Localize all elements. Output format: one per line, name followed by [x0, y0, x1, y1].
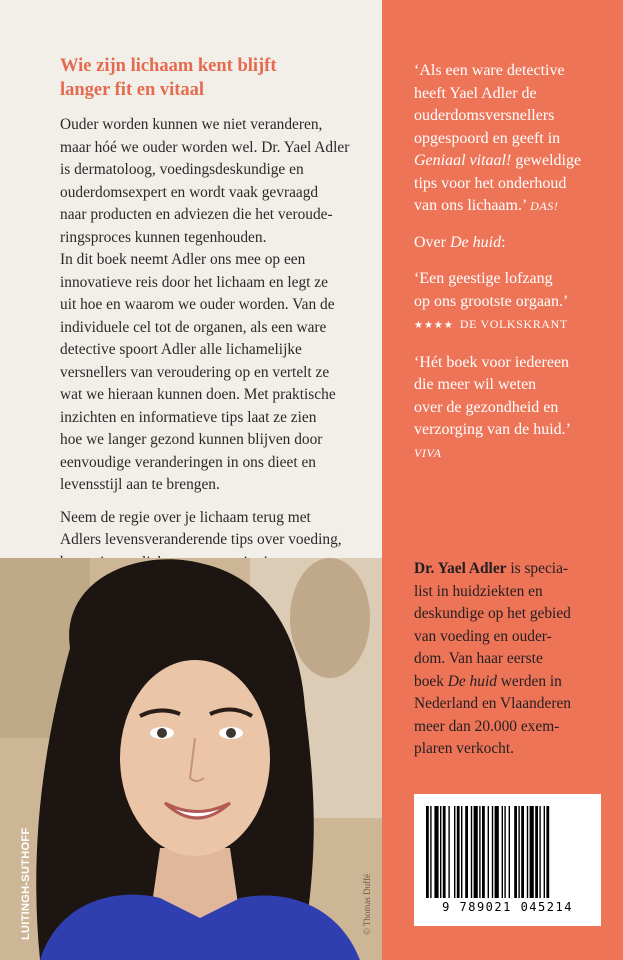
blurb-line: uit hoe en waarom we ouder worden. Van de [60, 296, 335, 313]
over-de-huid [414, 232, 614, 255]
author-name: Dr. Yael Adler [414, 560, 507, 577]
barcode-bar [426, 806, 429, 898]
barcode-bar [482, 806, 485, 898]
blurb-line: maar hóé we ouder worden wel. Dr. Yael Adler [60, 138, 350, 156]
quote-source: DAS! [530, 199, 559, 213]
barcode-bars [422, 806, 592, 901]
barcode-bar [440, 806, 441, 898]
quote-viva [414, 352, 614, 465]
over-colon: : [501, 233, 506, 251]
barcode-bar [509, 806, 510, 898]
barcode-bar [502, 806, 503, 898]
blurb-line: Neem de regie over je lichaam terug met [60, 508, 311, 526]
quote-source-line [414, 313, 614, 338]
quote-last-line: van ons lichaam.’ [414, 197, 527, 214]
barcode-bar [457, 806, 460, 898]
book-title-de-huid: De huid [447, 672, 497, 690]
barcode-bar [546, 806, 549, 898]
quote-line: op ons grootste orgaan.’ [414, 292, 569, 310]
bio-book-after: werden in [496, 672, 562, 690]
barcode-bar [527, 806, 528, 898]
barcode-bar [514, 806, 517, 898]
bio-line: meer dan 20.000 exem- [414, 717, 560, 735]
barcode-bar [471, 806, 472, 898]
quote-line: ‘Hét boek voor iedereen [414, 353, 570, 371]
quote-source-line [414, 442, 614, 465]
quote-volkskrant [414, 268, 614, 338]
quote-source: DE VOLKSKRANT [459, 317, 568, 331]
photo-credit: © Thomas Duffé [362, 874, 372, 935]
bio-line: Nederland en Vlaanderen [414, 695, 571, 712]
barcode-bar [518, 806, 519, 898]
barcode-bar [539, 806, 540, 898]
barcode-bar [521, 806, 524, 898]
barcode-bar [474, 806, 478, 898]
author-bio [414, 558, 614, 761]
barcode-bar [443, 806, 446, 898]
quote-line: ouderdomsversnellers [414, 107, 555, 124]
blurb-line: levensstijl aan te brengen. [60, 476, 220, 493]
quote-line: tips voor het onderhoud [414, 174, 567, 192]
blurb-line: innovatieve reis door het lichaam en legt ze [60, 273, 328, 291]
quote-line: heeft Yael Adler de [414, 84, 537, 102]
barcode-bar [535, 806, 538, 898]
blurb-line: versnellers van veroudering op en vertelt ze [60, 363, 330, 381]
bio-line: dom. Van haar eerste [414, 650, 543, 667]
quote-line: die meer wil weten [414, 376, 537, 393]
barcode-bar [465, 806, 468, 898]
barcode-bar [430, 806, 431, 898]
barcode-bar [488, 806, 489, 898]
quote-line-rest: geweldige [511, 152, 582, 169]
blurb-paragraph-1 [60, 114, 380, 497]
publisher-logo: LUITINGH-SUTHOFF [20, 827, 32, 940]
blurb-line: inzichten en informatieve tips laat ze zien [60, 408, 317, 426]
book-title-geniaal-vitaal: Geniaal vitaal! [414, 152, 512, 169]
quote-line [414, 195, 614, 218]
headline-line-1: Wie zijn lichaam kent blijft [60, 56, 277, 76]
over-label: Over [414, 233, 450, 251]
barcode-bar [454, 806, 455, 898]
barcode-bar [530, 806, 534, 898]
quote-line [414, 150, 614, 173]
bio-line: plaren verkocht. [414, 740, 514, 757]
headline-line-2: langer fit en vitaal [60, 80, 205, 100]
bio-line: deskundige op het gebied [414, 605, 571, 622]
blurb-text [60, 114, 380, 574]
author-portrait-illustration [0, 558, 382, 960]
quote-line: over de gezondheid en [414, 398, 559, 416]
blurb-line: detective spoort Adler alle lichamelijke [60, 341, 302, 358]
blurb-line: In dit boek neemt Adler ons mee op een [60, 251, 306, 268]
blurb-line: ouderdomsexpert en wordt vaak gevraagd [60, 183, 319, 201]
star-rating: ★★★★ [414, 320, 454, 331]
headline [60, 54, 370, 102]
quote-das [414, 60, 614, 218]
over-title: De huid [449, 233, 502, 251]
review-quotes [414, 60, 614, 478]
barcode-bar [495, 806, 499, 898]
quote-line: opgespoord en geeft in [414, 129, 561, 147]
blurb-line: Adlers levensveranderende tips over voeding, [60, 531, 342, 548]
blurb-line: naar producten en adviezen die het veroude- [60, 206, 333, 223]
blurb-line: individuele cel tot de organen, als een ware [60, 318, 327, 336]
blurb-line: is dermatoloog, voedingsdeskundige en [60, 161, 304, 178]
blurb-line: hoe we langer gezond kunnen blijven door [60, 431, 323, 448]
quote-source: VIVA [414, 445, 442, 460]
author-photo [0, 558, 382, 960]
blurb-line: eenvoudige veranderingen in ons dieet en [60, 453, 316, 471]
bio-line: van voeding en ouder- [414, 627, 552, 645]
bio-line: list in huidziekten en [414, 582, 543, 600]
quote-line: ‘Een geestige lofzang [414, 270, 553, 287]
blurb-line: Ouder worden kunnen we niet veranderen, [60, 116, 323, 133]
bio-line [414, 558, 614, 581]
barcode-bar [492, 806, 493, 898]
blurb-line: wat we hieraan kunnen doen. Met praktische [60, 386, 336, 403]
over-label-line [414, 232, 614, 255]
blurb-line: ringsproces kunnen tegenhouden. [60, 228, 267, 246]
bio-book-before: boek [414, 672, 448, 690]
isbn-number: 9 789021 045214 [442, 900, 573, 914]
barcode-bar [544, 806, 545, 898]
isbn-barcode [414, 794, 601, 926]
quote-line: verzorging van de huid.’ [414, 421, 571, 438]
barcode-bar [434, 806, 438, 898]
quote-line: ‘Als een ware detective [414, 62, 565, 79]
barcode-bar [461, 806, 462, 898]
bio-line [414, 671, 614, 694]
barcode-bar [479, 806, 480, 898]
barcode-bar [504, 806, 505, 898]
barcode-bar [448, 806, 449, 898]
bio-first: is specia- [506, 560, 569, 577]
